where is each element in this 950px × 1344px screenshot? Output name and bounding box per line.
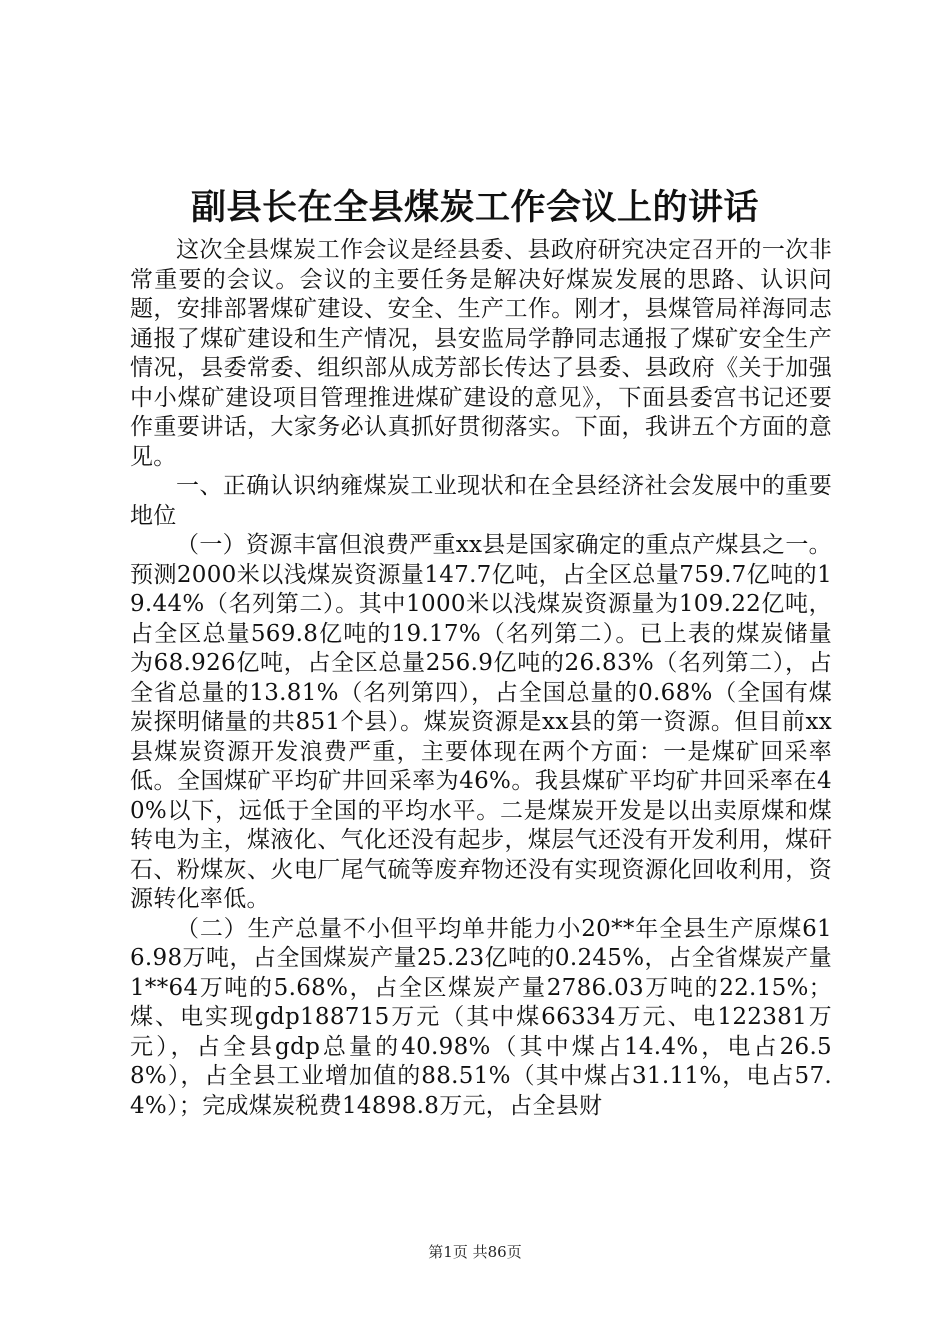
page-number-footer: 第1页 共86页 xyxy=(428,1243,522,1261)
document-title: 副县长在全县煤炭工作会议上的讲话 xyxy=(190,188,759,228)
paragraph-resources: （一）资源丰富但浪费严重xx县是国家确定的重点产煤县之一。预测2000米以浅煤炭资源量147.7亿吨，占全区总量759.7亿吨的19.44%（名列第二）。其中1000米以浅煤炭资源量为109.22亿吨，占全区总量569.8亿吨的19.17%（名列第二）。已上表的煤炭储量为68.926亿吨，占全区总量256.9亿吨的26.83%（名列第二），占全省总量的13.81%（名列第四），占全国总量的0.68%（全国有煤炭探明储量的共851个县）。煤炭资源是xx县的第一资源。但目前xx县煤炭资源开发浪费严重，主要体现在两个方面：一是煤矿回采率低。全国煤矿平均矿井回采率为46%。我县煤矿平均矿井回采率在40%以下，远低于全国的平均水平。二是煤炭开发是以出卖原煤和煤转电为主，煤液化、气化还没有起步，煤层气还没有开发利用，煤矸石、粉煤灰、火电厂尾气硫等废弃物还没有实现资源化回收利用，资源转化率低。 xyxy=(130,532,832,912)
section-heading-1: 一、正确认识纳雍煤炭工业现状和在全县经济社会发展中的重要地位 xyxy=(130,473,832,529)
paragraph-intro: 这次全县煤炭工作会议是经县委、县政府研究决定召开的一次非常重要的会议。会议的主要任务是解决好煤炭发展的思路、认识问题，安排部署煤矿建设、安全、生产工作。刚才，县煤管局祥海同志通报了煤矿建设和生产情况，县安监局学静同志通报了煤矿安全生产情况，县委常委、组织部从成芳部长传达了县委、县政府《关于加强中小煤矿建设项目管理推进煤矿建设的意见》，下面县委宫书记还要作重要讲话，大家务必认真抓好贯彻落实。下面，我讲五个方面的意见。 xyxy=(130,237,832,470)
document-body xyxy=(130,236,832,1121)
paragraph-production: （二）生产总量不小但平均单井能力小20**年全县生产原煤616.98万吨，占全国煤炭产量25.23亿吨的0.245%，占全省煤炭产量1**64万吨的5.68%，占全区煤炭产量2786.03万吨的22.15%；煤、电实现gdp188715万元（其中煤66334万元、电122381万元），占全县gdp总量的40.98%（其中煤占14.4%，电占26.58%），占全县工业增加值的88.51%（其中煤占31.11%，电占57.4%）；完成煤炭税费14898.8万元，占全县财 xyxy=(130,915,832,1119)
